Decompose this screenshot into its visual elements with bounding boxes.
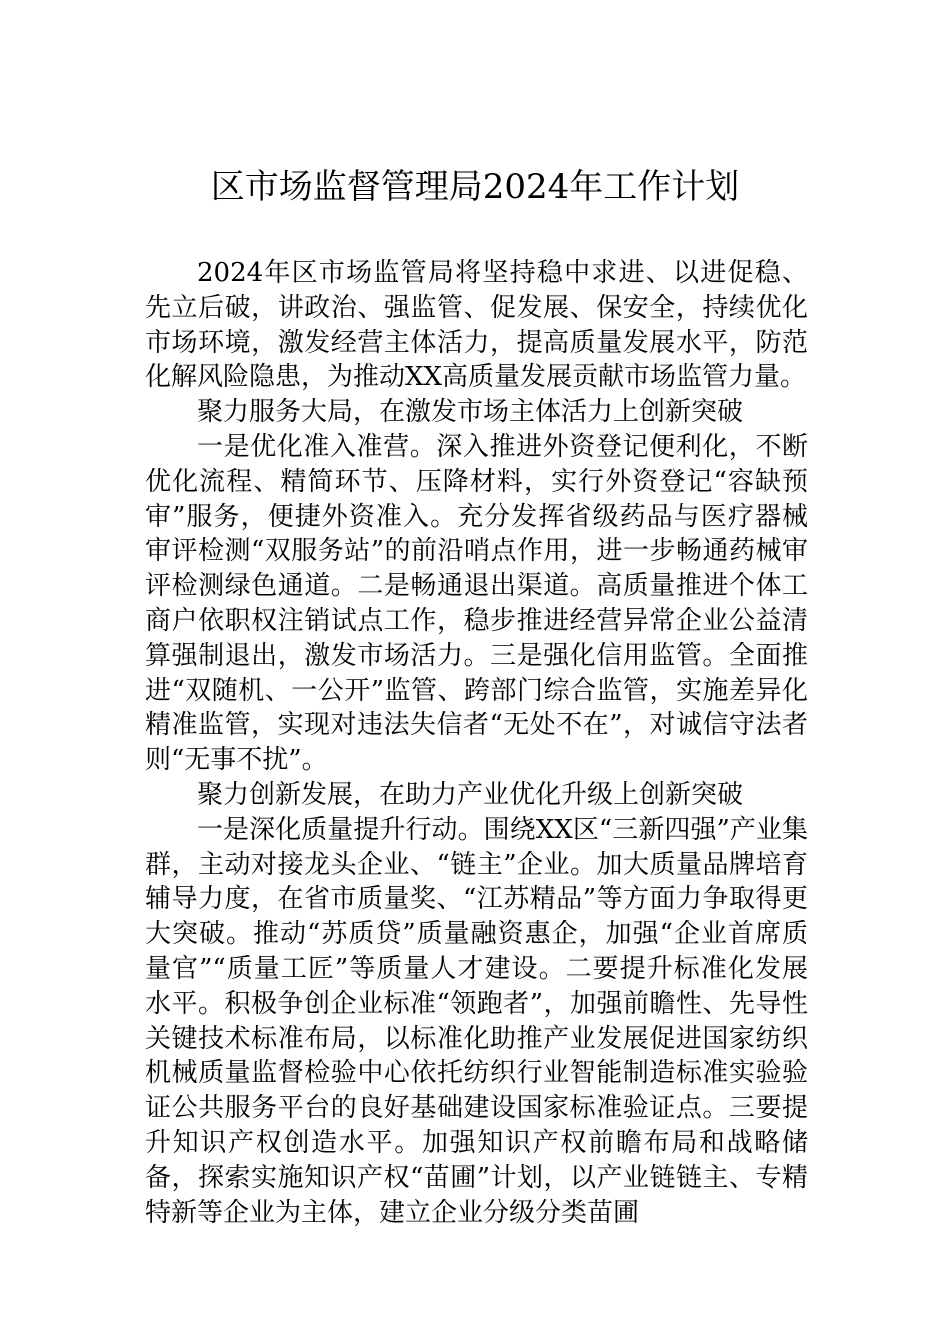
document-title: 区市场监督管理局2024年工作计划 xyxy=(210,167,740,207)
section-heading-2: 聚力创新发展，在助力产业优化升级上创新突破 xyxy=(197,779,744,810)
paragraph-section-1: 一是优化准入准营。深入推进外资登记便利化，不断优化流程、精简环节、压降材料，实行外资登记“容缺预审”服务，便捷外资准入。充分发挥省级药品与医疗器械审评检测“双服务站”的前沿哨点作用，进一步畅通药械审评检测绿色通道。二是畅通退出渠道。高质量推进个体工商户依职权注销试点工作，稳步推进经营异常企业公益清算强制退出，激发市场活力。三是强化信用监管。全面推进“双随机、一公开”监管、跨部门综合监管，实施差异化精准监管，实现对违法失信者“无处不在”，对诚信守法者则“无事不扰”。 xyxy=(145,431,808,776)
section-heading-1: 聚力服务大局，在激发市场主体活力上创新突破 xyxy=(197,397,744,428)
paragraph-section-2: 一是深化质量提升行动。围绕XX区“三新四强”产业集群，主动对接龙头企业、“链主”企业。加大质量品牌培育辅导力度，在省市质量奖、“江苏精品”等方面力争取得更大突破。推动“苏质贷”质量融资惠企，加强“企业首席质量官”“质量工匠”等质量人才建设。二要提升标准化发展水平。积极争创企业标准“领跑者”，加强前瞻性、先导性关键技术标准布局，以标准化助推产业发展促进国家纺织机械质量监督检验中心依托纺织行业智能制造标准实验验证公共服务平台的良好基础建设国家标准验证点。三要提升知识产权创造水平。加强知识产权前瞻布局和战略储备，探索实施知识产权“苗圃”计划，以产业链链主、专精特新等企业为主体，建立企业分级分类苗圃 xyxy=(145,814,808,1228)
document-body xyxy=(145,256,808,1230)
paragraph-intro: 2024年区市场监管局将坚持稳中求进、以进促稳、先立后破，讲政治、强监管、促发展、保安全，持续优化市场环境，激发经营主体活力，提高质量发展水平，防范化解风险隐患，为推动XX高质量发展贡献市场监管力量。 xyxy=(145,258,808,393)
